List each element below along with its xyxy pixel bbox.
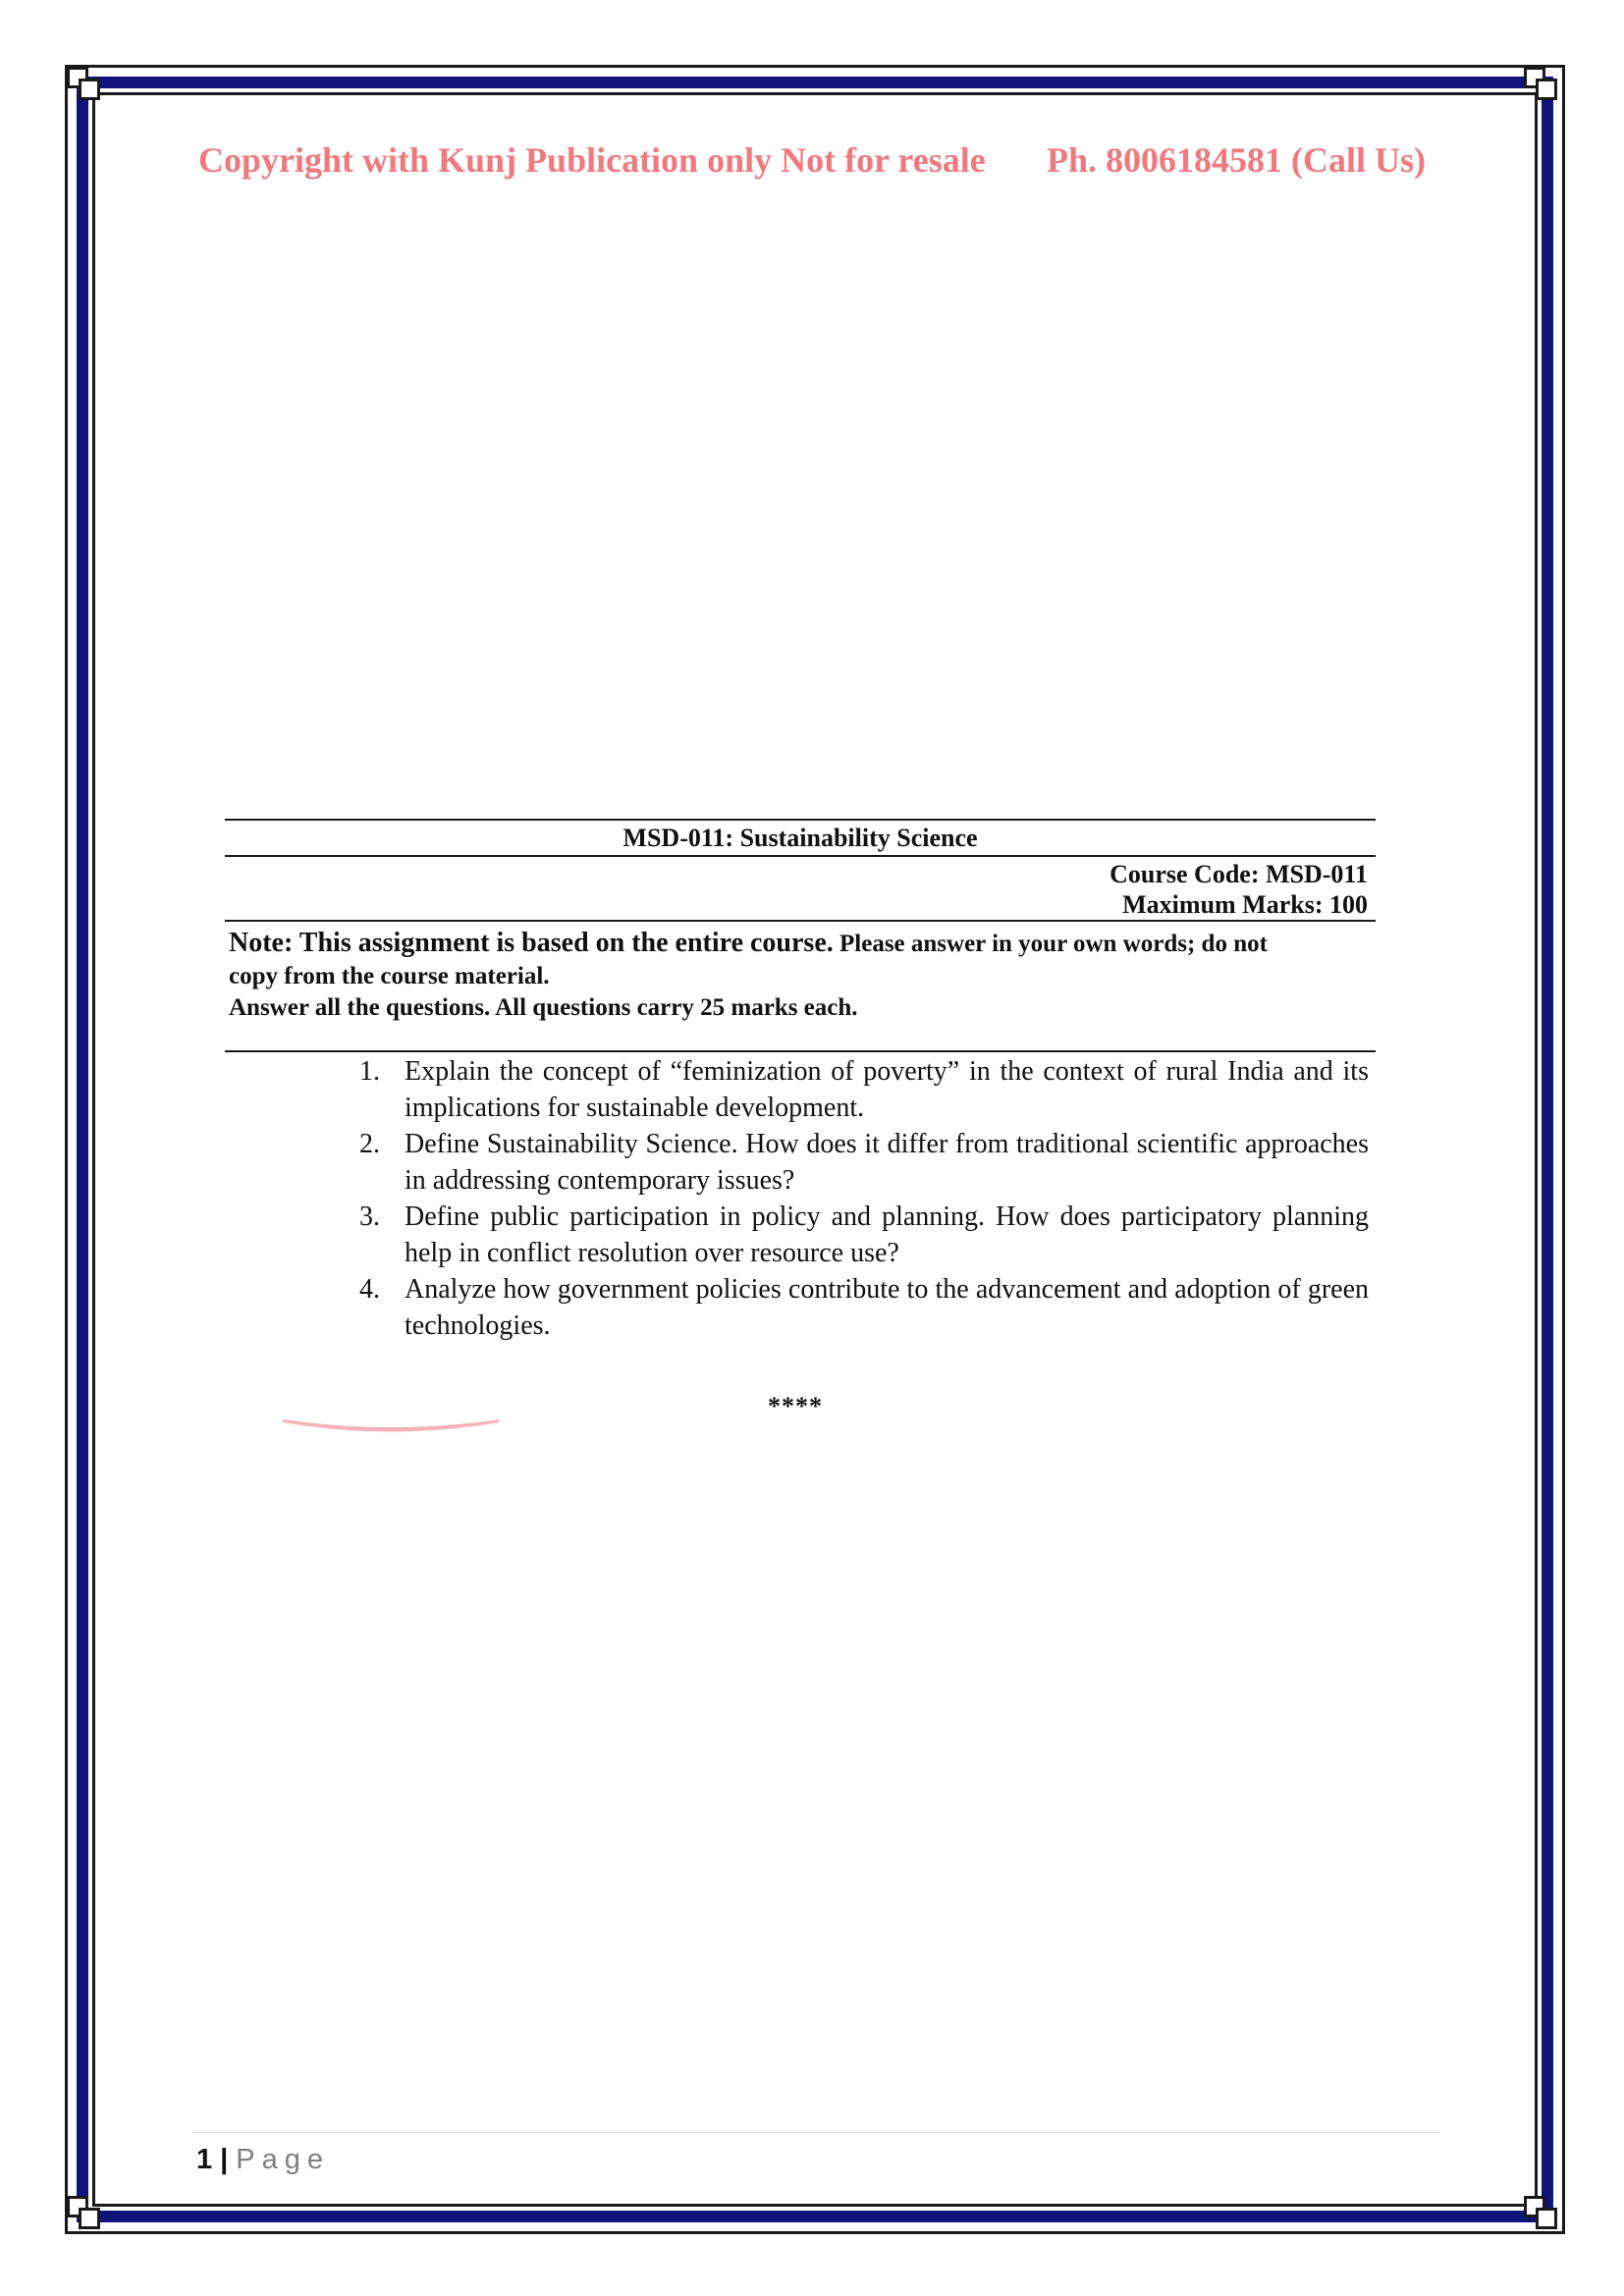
question-item xyxy=(353,1271,1369,1344)
page-label: Page xyxy=(236,2144,330,2175)
divider-rule xyxy=(225,920,1376,922)
page-footer xyxy=(196,2142,330,2177)
page-header xyxy=(198,137,1435,183)
border-corner-ornament xyxy=(1524,67,1557,100)
question-item xyxy=(353,1199,1369,1271)
question-number: 2. xyxy=(359,1129,380,1159)
question-list xyxy=(353,1053,1369,1344)
copyright-notice: Copyright with Kunj Publication only Not for resale xyxy=(198,140,986,180)
note-instructions: Answer all the questions. All questions carry 25 marks each. xyxy=(229,994,858,1021)
border-corner-ornament xyxy=(67,67,100,100)
question-text: Define public participation in policy and planning. How does participatory planning help in conflict resolution over resource use? xyxy=(405,1201,1369,1268)
question-text: Define Sustainability Science. How does it differ from traditional scientific approaches in addressing contemporary issues? xyxy=(405,1129,1369,1196)
note-text: Note: This assignment is based on the entire course. xyxy=(229,928,834,958)
question-number: 3. xyxy=(359,1201,380,1232)
maximum-marks: Maximum Marks: 100 xyxy=(1122,890,1368,919)
divider-rule xyxy=(225,1050,1376,1052)
end-of-questions-mark: **** xyxy=(768,1392,823,1420)
course-code: Course Code: MSD-011 xyxy=(1110,860,1368,888)
assignment-note xyxy=(229,927,1376,1024)
course-title: MSD-011: Sustainability Science xyxy=(623,824,978,852)
question-number: 1. xyxy=(359,1056,380,1087)
footer-separator: | xyxy=(220,2144,229,2175)
page-number: 1 xyxy=(196,2144,213,2175)
question-number: 4. xyxy=(359,1274,380,1305)
divider-rule xyxy=(225,819,1376,821)
note-text: Please answer in your own words; do not xyxy=(833,931,1268,957)
footer-divider xyxy=(192,2132,1439,2133)
divider-rule xyxy=(225,855,1376,857)
contact-phone: Ph. 8006184581 (Call Us) xyxy=(1047,140,1426,180)
watermark-fragment xyxy=(283,1419,499,1439)
border-corner-ornament xyxy=(67,2196,100,2229)
note-text: copy from the course material. xyxy=(229,963,550,989)
question-text: Explain the concept of “feminization of poverty” in the context of rural India and its implications for sustainable development. xyxy=(405,1056,1369,1123)
question-text: Analyze how government policies contribute to the advancement and adoption of green technologies. xyxy=(405,1274,1369,1341)
question-item xyxy=(353,1053,1369,1126)
question-item xyxy=(353,1126,1369,1199)
border-corner-ornament xyxy=(1524,2196,1557,2229)
